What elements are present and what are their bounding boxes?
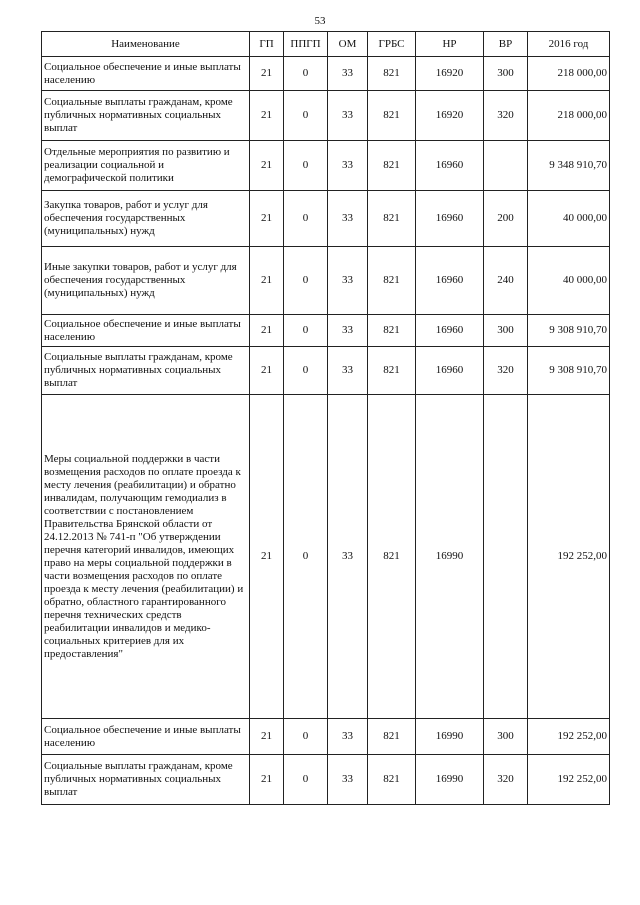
row-ppgp: 0 bbox=[284, 315, 328, 347]
row-grbs: 821 bbox=[368, 347, 416, 395]
row-nr: 16960 bbox=[416, 191, 484, 247]
row-nr: 16960 bbox=[416, 247, 484, 315]
row-name: Социальное обеспечение и иные выплаты населению bbox=[42, 719, 250, 755]
row-om: 33 bbox=[328, 191, 368, 247]
row-om: 33 bbox=[328, 247, 368, 315]
row-grbs: 821 bbox=[368, 755, 416, 805]
row-om: 33 bbox=[328, 57, 368, 91]
row-om: 33 bbox=[328, 755, 368, 805]
row-ppgp: 0 bbox=[284, 247, 328, 315]
budget-table bbox=[41, 31, 610, 805]
row-vr: 320 bbox=[484, 755, 528, 805]
row-gp: 21 bbox=[250, 91, 284, 141]
row-amount: 192 252,00 bbox=[528, 395, 610, 719]
row-grbs: 821 bbox=[368, 91, 416, 141]
row-gp: 21 bbox=[250, 141, 284, 191]
row-vr bbox=[484, 141, 528, 191]
table-row bbox=[42, 141, 610, 191]
row-ppgp: 0 bbox=[284, 191, 328, 247]
row-grbs: 821 bbox=[368, 315, 416, 347]
row-gp: 21 bbox=[250, 347, 284, 395]
row-vr: 300 bbox=[484, 57, 528, 91]
row-gp: 21 bbox=[250, 191, 284, 247]
row-om: 33 bbox=[328, 719, 368, 755]
row-name: Отдельные мероприятия по развитию и реализации социальной и демографической политики bbox=[42, 141, 250, 191]
row-grbs: 821 bbox=[368, 395, 416, 719]
row-amount: 192 252,00 bbox=[528, 755, 610, 805]
row-gp: 21 bbox=[250, 57, 284, 91]
row-name: Иные закупки товаров, работ и услуг для обеспечения государственных (муниципальных) нужд bbox=[42, 247, 250, 315]
row-vr: 320 bbox=[484, 91, 528, 141]
row-ppgp: 0 bbox=[284, 347, 328, 395]
table-row bbox=[42, 247, 610, 315]
row-name: Социальные выплаты гражданам, кроме публичных нормативных социальных выплат bbox=[42, 755, 250, 805]
row-vr: 200 bbox=[484, 191, 528, 247]
table-header-row bbox=[42, 32, 610, 57]
header-name: Наименование bbox=[42, 32, 250, 57]
row-ppgp: 0 bbox=[284, 91, 328, 141]
row-nr: 16960 bbox=[416, 141, 484, 191]
row-amount: 40 000,00 bbox=[528, 247, 610, 315]
row-gp: 21 bbox=[250, 315, 284, 347]
row-amount: 9 348 910,70 bbox=[528, 141, 610, 191]
header-ppgp: ППГП bbox=[284, 32, 328, 57]
row-name: Закупка товаров, работ и услуг для обеспечения государственных (муниципальных) нужд bbox=[42, 191, 250, 247]
row-name: Социальное обеспечение и иные выплаты населению bbox=[42, 57, 250, 91]
row-gp: 21 bbox=[250, 395, 284, 719]
row-vr: 300 bbox=[484, 719, 528, 755]
row-name: Меры социальной поддержки в части возмещения расходов по оплате проезда к месту лечения (реабилитации) и обратно инвалидам, получающим гемодиализ в соответствии с постановлением Правительства Брянской области от 24.12.2013 № 741-п "Об утверждении перечня категорий инвалидов, имеющих право на меры социальной поддержки в части возмещения расходов по оплате проезда к месту лечения (реабилитации) и обратно, областного гарантированного перечня технических средств реабилитации инвалидов и медико-социальных критериев для их предоставления" bbox=[42, 395, 250, 719]
row-amount: 40 000,00 bbox=[528, 191, 610, 247]
row-nr: 16960 bbox=[416, 315, 484, 347]
row-amount: 9 308 910,70 bbox=[528, 347, 610, 395]
row-grbs: 821 bbox=[368, 57, 416, 91]
row-om: 33 bbox=[328, 91, 368, 141]
row-name: Социальные выплаты гражданам, кроме публичных нормативных социальных выплат bbox=[42, 91, 250, 141]
row-ppgp: 0 bbox=[284, 719, 328, 755]
row-grbs: 821 bbox=[368, 247, 416, 315]
row-amount: 218 000,00 bbox=[528, 91, 610, 141]
row-name: Социальные выплаты гражданам, кроме публичных нормативных социальных выплат bbox=[42, 347, 250, 395]
page-number: 53 bbox=[314, 15, 326, 27]
row-amount: 9 308 910,70 bbox=[528, 315, 610, 347]
row-ppgp: 0 bbox=[284, 755, 328, 805]
row-nr: 16920 bbox=[416, 91, 484, 141]
row-om: 33 bbox=[328, 315, 368, 347]
header-grbs: ГРБС bbox=[368, 32, 416, 57]
row-vr bbox=[484, 395, 528, 719]
header-om: ОМ bbox=[328, 32, 368, 57]
table-row bbox=[42, 315, 610, 347]
row-vr: 240 bbox=[484, 247, 528, 315]
table-row bbox=[42, 347, 610, 395]
row-gp: 21 bbox=[250, 247, 284, 315]
row-grbs: 821 bbox=[368, 191, 416, 247]
table-row bbox=[42, 719, 610, 755]
table-row bbox=[42, 57, 610, 91]
table-row bbox=[42, 91, 610, 141]
row-nr: 16920 bbox=[416, 57, 484, 91]
row-amount: 218 000,00 bbox=[528, 57, 610, 91]
table-row bbox=[42, 191, 610, 247]
row-ppgp: 0 bbox=[284, 57, 328, 91]
row-name: Социальное обеспечение и иные выплаты населению bbox=[42, 315, 250, 347]
row-amount: 192 252,00 bbox=[528, 719, 610, 755]
header-vr: ВР bbox=[484, 32, 528, 57]
row-om: 33 bbox=[328, 347, 368, 395]
row-vr: 300 bbox=[484, 315, 528, 347]
row-nr: 16990 bbox=[416, 395, 484, 719]
header-nr: НР bbox=[416, 32, 484, 57]
table-row bbox=[42, 395, 610, 719]
row-gp: 21 bbox=[250, 755, 284, 805]
header-year: 2016 год bbox=[528, 32, 610, 57]
row-nr: 16990 bbox=[416, 755, 484, 805]
row-vr: 320 bbox=[484, 347, 528, 395]
row-grbs: 821 bbox=[368, 719, 416, 755]
row-om: 33 bbox=[328, 395, 368, 719]
row-ppgp: 0 bbox=[284, 395, 328, 719]
table-row bbox=[42, 755, 610, 805]
row-gp: 21 bbox=[250, 719, 284, 755]
row-om: 33 bbox=[328, 141, 368, 191]
row-nr: 16960 bbox=[416, 347, 484, 395]
row-nr: 16990 bbox=[416, 719, 484, 755]
row-grbs: 821 bbox=[368, 141, 416, 191]
row-ppgp: 0 bbox=[284, 141, 328, 191]
header-gp: ГП bbox=[250, 32, 284, 57]
